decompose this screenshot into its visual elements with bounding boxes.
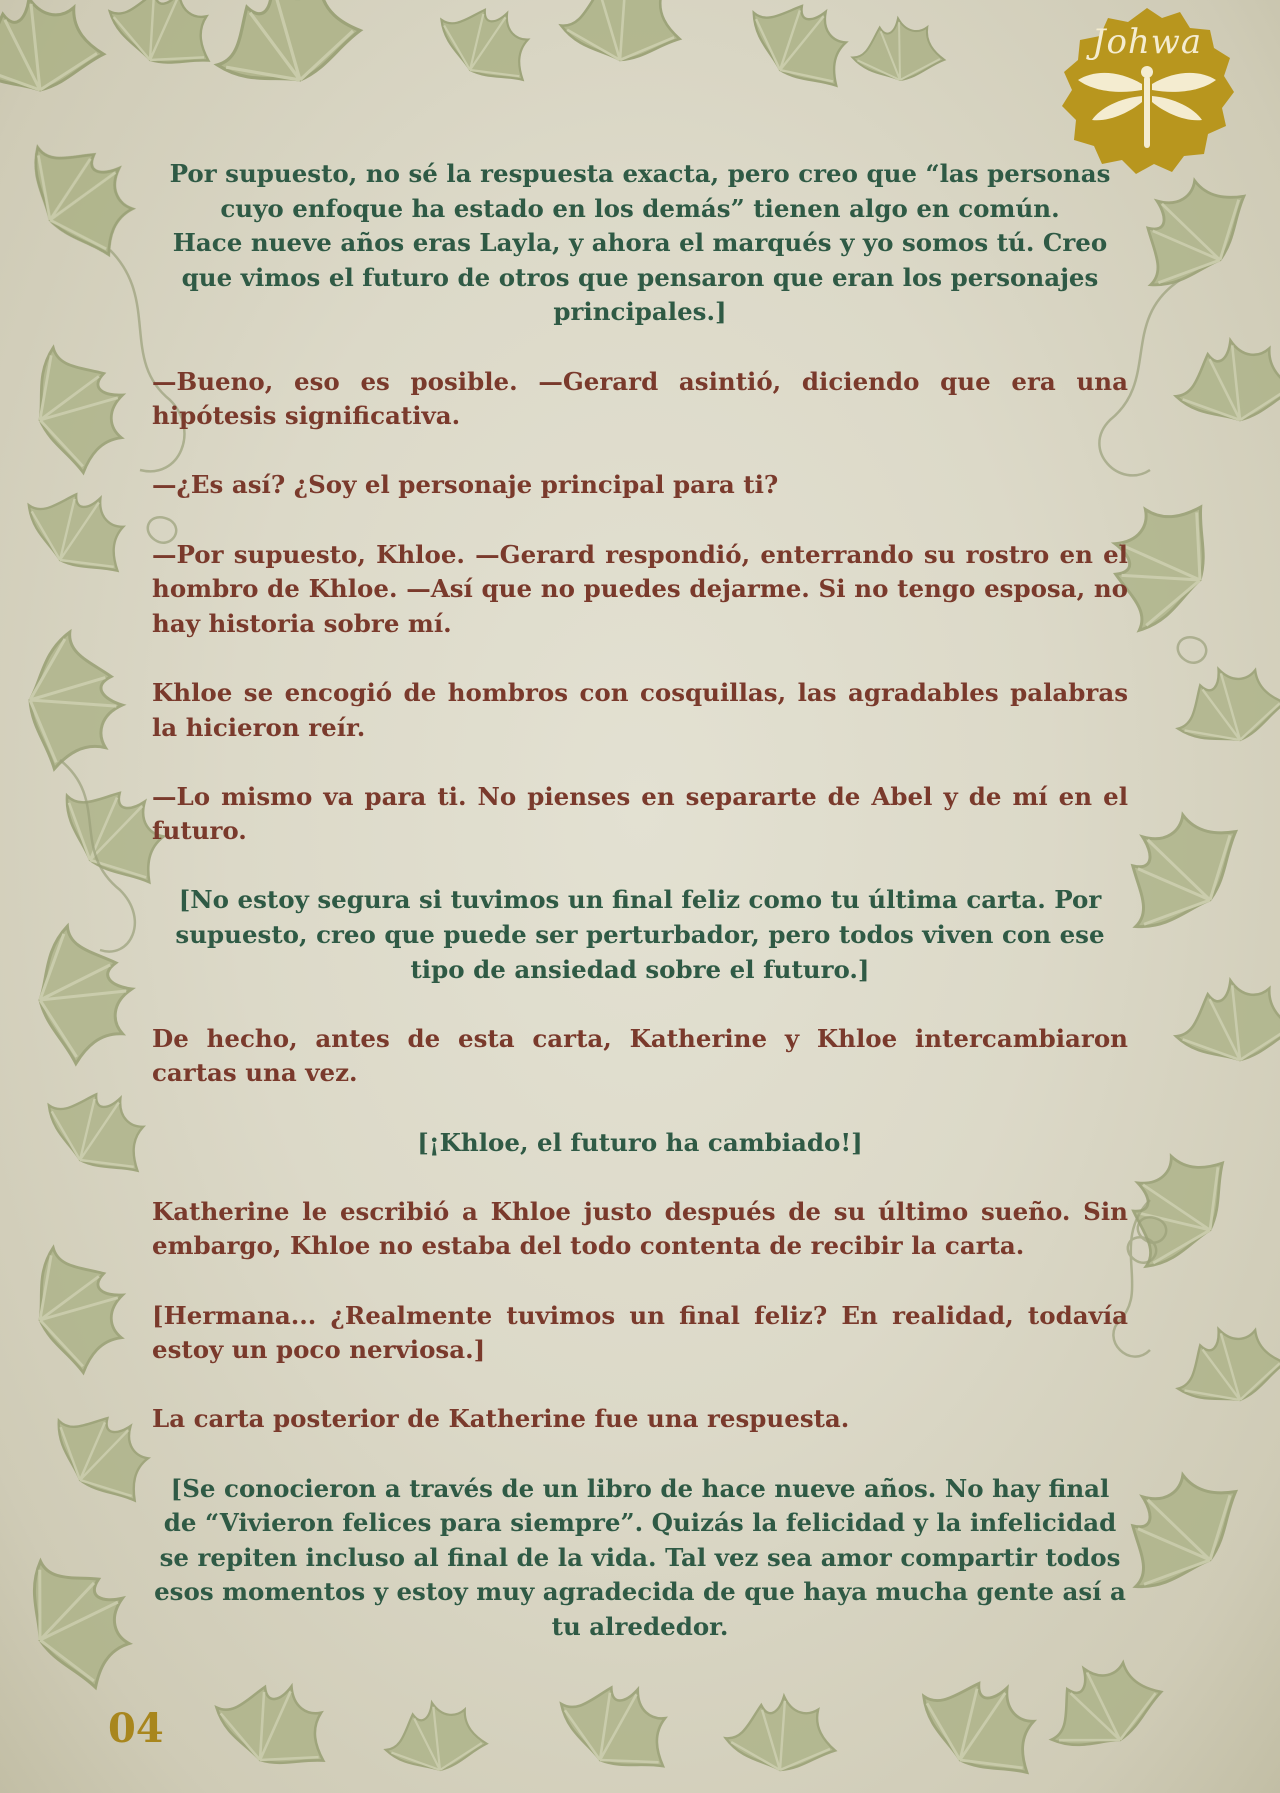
narration-paragraph: Khloe se encogió de hombros con cosquillas, las agradables palabras la hicieron reír. — [152, 677, 1128, 742]
paragraph-spacer — [152, 330, 1128, 365]
letter-paragraph: [Se conocieron a través de un libro de hace nueve años. No hay final de “Vivieron felices para siempre”. Quizás la felicidad y la infelicidad se repiten incluso al final de la vida. Tal vez sea amor compartir todos esos momentos y estoy muy agradecida de que haya mucha gente así a tu alrededor. — [154, 1473, 1126, 1641]
page-number: 04 — [108, 1705, 164, 1752]
paragraph-spacer — [152, 987, 1128, 1022]
johwa-logo — [1058, 4, 1236, 176]
narration-paragraph: —¿Es así? ¿Soy el personaje principal para ti? — [152, 470, 779, 500]
paragraph-spacer — [152, 1437, 1128, 1472]
narration-paragraph: Katherine le escribió a Khloe justo después de su último sueño. Sin embargo, Khloe no estaba del todo contenta de recibir la carta. — [152, 1196, 1128, 1261]
paragraph-spacer — [152, 641, 1128, 676]
narration-paragraph: —Bueno, eso es posible. —Gerard asintió, diciendo que era una hipótesis significativa. — [152, 366, 1128, 431]
paragraph-spacer — [152, 434, 1128, 469]
paragraph-spacer — [152, 1091, 1128, 1126]
paragraph-spacer — [152, 849, 1128, 884]
narration-paragraph: [Hermana... ¿Realmente tuvimos un final feliz? En realidad, todavía estoy un poco nerviosa.] — [152, 1300, 1128, 1365]
letter-paragraph: Hace nueve años eras Layla, y ahora el marqués y yo somos tú. Creo que vimos el futuro de otros que pensaron que eran los personajes principales.] — [172, 228, 1108, 327]
paragraph-spacer — [152, 1368, 1128, 1403]
letter-paragraph: [No estoy segura si tuvimos un final feliz como tu última carta. Por supuesto, creo que puede ser perturbador, pero todos viven con ese tipo de ansiedad sobre el futuro.] — [175, 885, 1105, 984]
page-body-text — [152, 157, 1128, 1645]
paragraph-spacer — [152, 503, 1128, 538]
narration-paragraph: De hecho, antes de esta carta, Katherine y Khloe intercambiaron cartas una vez. — [152, 1023, 1128, 1088]
letter-paragraph: [¡Khloe, el futuro ha cambiado!] — [417, 1127, 863, 1157]
paragraph-spacer — [152, 1160, 1128, 1195]
narration-paragraph: —Por supuesto, Khloe. —Gerard respondió, enterrando su rostro en el hombro de Khloe. —Así que no puedes dejarme. Si no tengo esposa, no hay historia sobre mí. — [152, 539, 1128, 638]
letter-paragraph: Por supuesto, no sé la respuesta exacta, pero creo que “las personas cuyo enfoque ha estado en los demás” tienen algo en común. — [169, 159, 1111, 223]
narration-paragraph: —Lo mismo va para ti. No pienses en separarte de Abel y de mí en el futuro. — [152, 781, 1128, 846]
logo-text: Johwa — [1091, 22, 1203, 62]
paragraph-spacer — [152, 745, 1128, 780]
paragraph-spacer — [152, 1264, 1128, 1299]
narration-paragraph: La carta posterior de Katherine fue una respuesta. — [152, 1404, 850, 1434]
